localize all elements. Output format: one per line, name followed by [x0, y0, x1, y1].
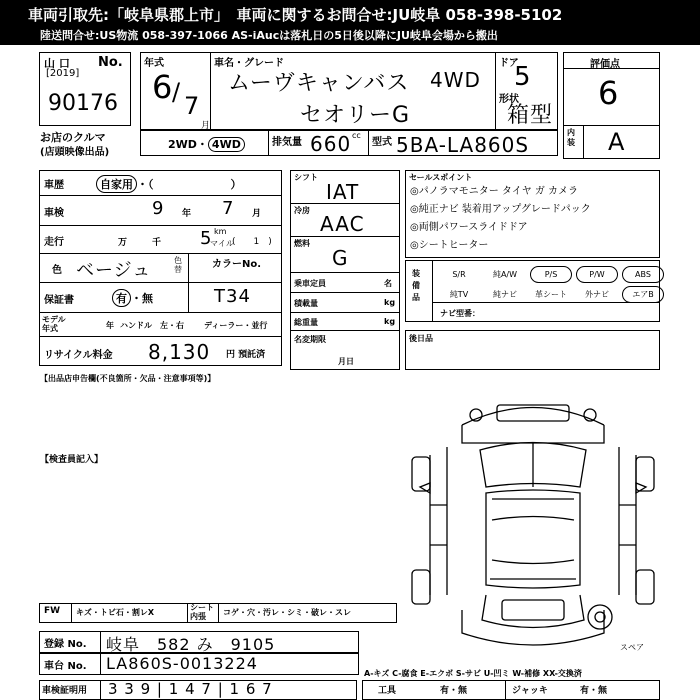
spare-label: スペア: [620, 643, 644, 652]
recycle-value: 8,130: [148, 340, 211, 364]
sales-points-label: セールスポイント: [409, 173, 473, 182]
equipment-row2: [436, 282, 666, 304]
dealer-value: ディーラー・並行: [204, 321, 268, 330]
shaken-label: 車検: [44, 208, 64, 219]
nenshiki-label: 年式: [144, 58, 164, 69]
equipment-item-r2-4: エアB: [622, 286, 664, 303]
car-name: ムーヴキャンバス: [228, 71, 410, 96]
color-change-mark: 色替: [174, 256, 182, 274]
inspector-label: 【検査員記入】: [40, 455, 104, 465]
equipment-item-r2-0: 純TV: [449, 290, 469, 299]
recycle-unit: 円 預託済: [226, 350, 266, 360]
name-change-unit: 月日: [338, 357, 354, 366]
cert-value: 3 3 9 | 1 4 7 | 1 6 7: [108, 680, 273, 698]
declaration-label: 【出品店申告欄(不良箇所・欠品・注意事項等)】: [40, 374, 216, 383]
color-label: 色: [52, 265, 62, 276]
fuel-value: G: [332, 246, 349, 270]
color-code-label: カラーNo.: [212, 259, 262, 270]
equipment-item-r2-3: 外ナビ: [585, 290, 609, 299]
later-items-box: [405, 330, 660, 370]
shape-value: 箱型: [507, 103, 554, 128]
warranty-no: ・無: [131, 292, 153, 305]
weight-unit: kg: [384, 317, 396, 326]
warranty-value: [112, 289, 153, 307]
mileage-unit-km: km: [214, 227, 227, 236]
header-line1: 車両引取先:「岐阜県郡上市」 車両に関するお問合せ:JU岐阜 058-398-5102: [28, 6, 563, 24]
region: 山 口: [44, 57, 70, 70]
shaken-month-unit: 月: [252, 209, 262, 219]
sales-point-4: ◎シートヒーター: [410, 240, 489, 251]
shaken-month: 7: [222, 198, 235, 219]
chassis-value: LA860S-0013224: [106, 654, 258, 673]
model-label: 型式: [372, 137, 392, 148]
month-value: 7: [184, 92, 201, 120]
mileage-unit-mile: マイル: [210, 239, 234, 248]
color-code: T34: [214, 286, 251, 307]
recycle-label: リサイクル料金: [44, 350, 113, 361]
no-label: No.: [98, 55, 123, 70]
equipment-item-r1-3: P/W: [576, 266, 618, 283]
equipment-item-r1-2: P/S: [530, 266, 572, 283]
shop-car-sub: (店頭映像出品): [40, 147, 110, 158]
cc-value: 660: [310, 132, 352, 156]
drive-2wd: 2WD・: [168, 138, 208, 151]
equipment-item-r1-4: ABS: [622, 266, 664, 283]
door-count: 5: [514, 62, 532, 92]
load-unit: kg: [384, 298, 396, 307]
sales-point-3: ◎両側パワースライドドア: [410, 222, 528, 233]
damage-legend: A-キズ C-腐食 E-エクボ S-サビ U-凹ミ W-補修 XX-交換済: [364, 669, 582, 678]
equipment-item-r1-1: 純A/W: [492, 270, 518, 279]
equipment-label: 装備品: [412, 269, 420, 302]
drive-type: 4WD: [430, 68, 481, 92]
sales-point-1: ◎パノラマモニター タイヤ ガ カメラ: [410, 186, 579, 197]
capacity-label: 乗車定員: [294, 279, 326, 288]
interior-label: 内装: [567, 128, 575, 147]
color-value: ベージュ: [76, 260, 152, 281]
header-bar: [0, 0, 700, 45]
jack-value: 有・無: [580, 686, 608, 696]
car-damage-diagram: [402, 395, 664, 653]
score-value: 6: [598, 74, 619, 112]
seat-items: コゲ・穴・汚レ・シミ・破レ・スレ: [223, 608, 351, 617]
model-value: 5BA-LA860S: [396, 133, 530, 157]
mileage-label: 走行: [44, 237, 64, 248]
year-tag-value: 2019: [49, 68, 76, 79]
lot-box: [39, 52, 131, 126]
later-items-label: 後日品: [409, 334, 433, 343]
name-change-label: 名変期限: [294, 335, 326, 344]
year-slash: /: [172, 78, 181, 106]
shift-value: IAT: [326, 180, 360, 204]
fw-label: FW: [44, 606, 61, 616]
mileage-paren: ( 1 ): [232, 237, 272, 247]
interior-value: A: [608, 128, 625, 156]
model-year-label: モデル年式: [42, 315, 66, 333]
registration-label: 登録 No.: [44, 639, 87, 650]
history-rest: ・（ ）: [137, 178, 242, 191]
ac-value: AAC: [320, 212, 365, 236]
shop-car: お店のクルマ: [40, 131, 106, 144]
month-unit: 月: [201, 121, 211, 131]
registration-value: 岐阜 582 み 9105: [106, 635, 276, 654]
door-label: ドア: [499, 58, 519, 69]
cc-unit: cc: [352, 131, 361, 140]
load-label: 積載量: [294, 299, 318, 308]
chassis-label: 車台 No.: [44, 661, 87, 672]
sales-point-2: ◎純正ナビ 装着用アップグレードパック: [410, 204, 591, 215]
fw-items: キズ・トビ石・割レX: [76, 608, 155, 617]
history-value: [96, 175, 242, 193]
name-grade-label: 車名・グレード: [214, 58, 284, 69]
mileage-man: 万: [118, 238, 128, 248]
score-label: 評価点: [590, 59, 620, 70]
lot-number: 90176: [48, 91, 118, 116]
tools-value: 有・無: [440, 686, 468, 696]
mileage-value: 5: [200, 228, 213, 249]
grade: セオリーG: [300, 103, 411, 128]
year-tag: [2019]: [46, 68, 80, 79]
drive-4wd-circled: 4WD: [208, 137, 245, 152]
equipment-item-r1-0: S/R: [452, 270, 466, 279]
equipment-row1: [436, 262, 666, 284]
shaken-year: 9: [152, 198, 165, 219]
weight-label: 総重量: [294, 318, 318, 327]
warranty-label: 保証書: [44, 295, 74, 306]
ac-label: 冷房: [294, 206, 310, 215]
model-year-unit: 年: [106, 321, 114, 330]
year-value: 6: [152, 68, 174, 106]
cc-label: 排気量: [272, 137, 302, 148]
equipment-item-r2-2: 革シート: [535, 290, 567, 299]
header-line2: 陸送問合せ:US物流 058-397-1066 AS-iAucは落札日の5日後以降にJU岐阜会場から搬出: [40, 29, 498, 42]
drive-options: [168, 136, 245, 152]
fuel-label: 燃料: [294, 239, 310, 248]
cert-label: 車検証明用: [42, 686, 88, 696]
navi-model-label: ナビ型番：: [440, 309, 480, 318]
tools-row: [362, 680, 660, 700]
jack-label: ジャッキ: [512, 686, 548, 696]
handle-value: ハンドル 左・右: [120, 321, 184, 330]
warranty-yes-circled: 有: [112, 289, 131, 307]
history-selected: 自家用: [96, 175, 137, 193]
capacity-unit: 名: [384, 279, 392, 288]
shift-label: シフト: [294, 173, 318, 182]
equipment-item-r2-1: 純ナビ: [493, 290, 517, 299]
shape-label: 形状: [499, 94, 519, 105]
mileage-sen: 千: [152, 238, 162, 248]
seat-label: シート 内張: [190, 603, 214, 621]
history-label: 車歴: [44, 180, 64, 191]
shaken-year-unit: 年: [182, 209, 192, 219]
tools-label: 工具: [378, 686, 397, 696]
